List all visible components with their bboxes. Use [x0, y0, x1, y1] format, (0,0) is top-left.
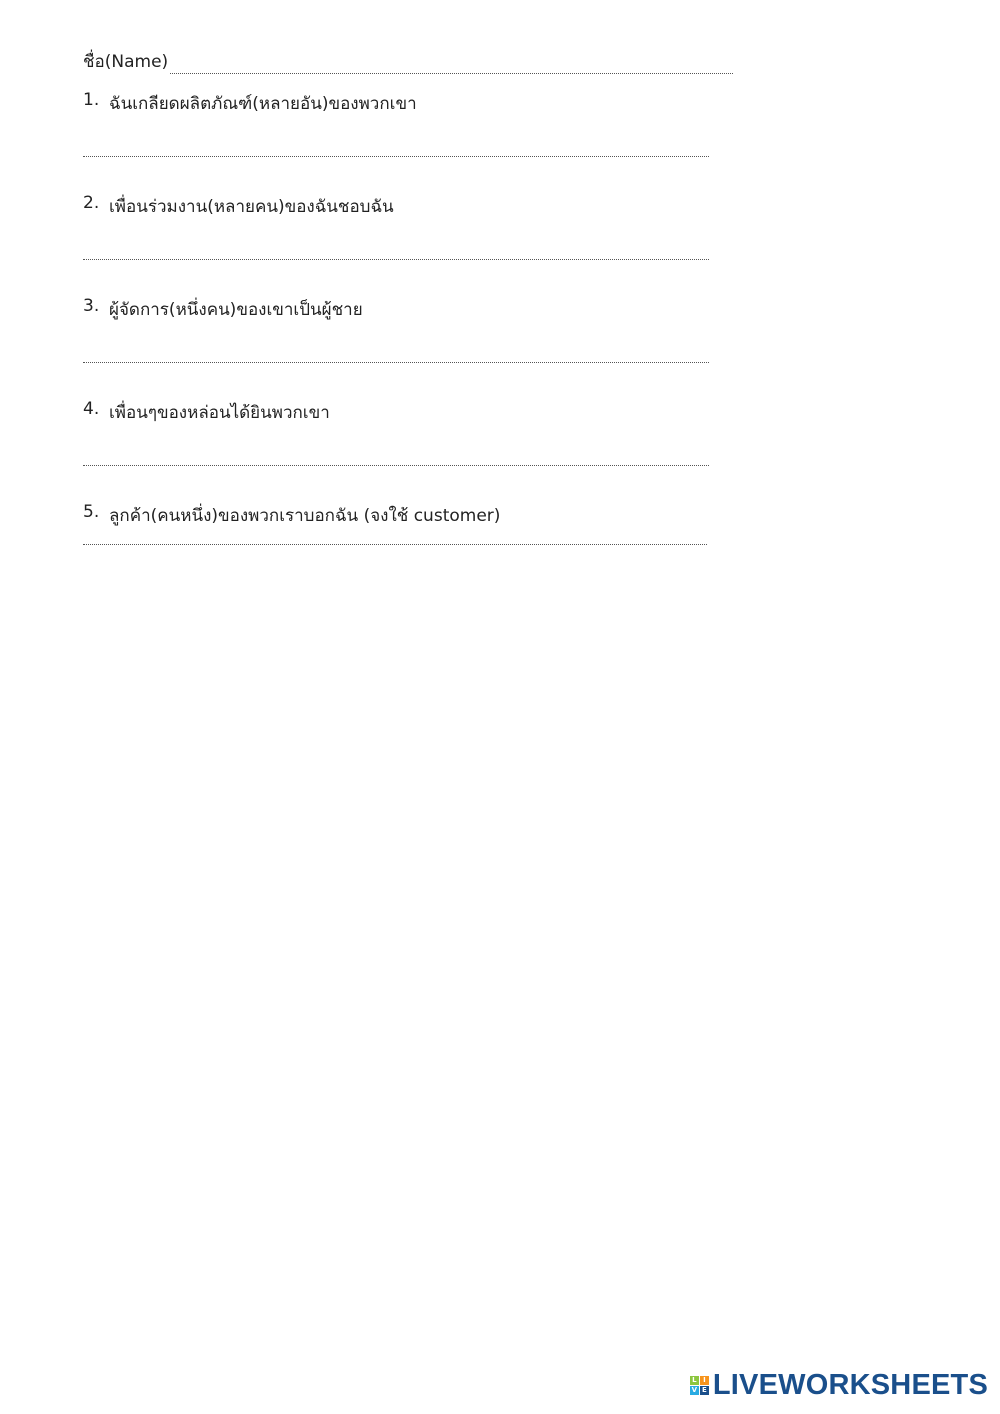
name-row: [83, 48, 733, 80]
logo-mark-cell: V: [691, 1386, 698, 1394]
question-text: เพื่อนๆของหล่อนได้ยินพวกเขา: [109, 403, 330, 423]
question-text: ลูกค้า(คนหนึ่ง)ของพวกเราบอกฉัน (จงใช้ customer): [109, 506, 501, 526]
question-number: 1.: [83, 90, 100, 110]
question-3: [83, 286, 733, 389]
logo-mark-cell: E: [700, 1386, 709, 1395]
name-input-line[interactable]: [170, 72, 733, 74]
worksheet: [83, 48, 733, 595]
logo-mark-cell: L: [690, 1376, 699, 1385]
liveworksheets-logo: [690, 1371, 988, 1400]
question-text: ฉันเกลียดผลิตภัณฑ์(หลายอัน)ของพวกเขา: [109, 94, 417, 114]
answer-line-4[interactable]: [83, 465, 709, 466]
answer-line-3[interactable]: [83, 362, 709, 363]
answer-line-2[interactable]: [83, 259, 709, 260]
question-2: [83, 183, 733, 286]
question-number: 5.: [83, 502, 100, 522]
logo-mark-icon: [690, 1376, 709, 1395]
question-number: 3.: [83, 296, 100, 316]
question-1: [83, 80, 733, 183]
logo-text: LIVEWORKSHEETS: [712, 1369, 988, 1401]
logo-mark-cell: I: [700, 1376, 709, 1385]
question-number: 4.: [83, 399, 100, 419]
name-label: ชื่อ(Name): [83, 52, 169, 72]
question-text: ผู้จัดการ(หนึ่งคน)ของเขาเป็นผู้ชาย: [109, 300, 363, 320]
answer-line-1[interactable]: [83, 156, 709, 157]
question-text: เพื่อนร่วมงาน(หลายคน)ของฉันชอบฉัน: [109, 197, 394, 217]
question-number: 2.: [83, 193, 100, 213]
question-5: [83, 492, 733, 595]
answer-line-5[interactable]: [83, 544, 707, 545]
question-4: [83, 389, 733, 492]
